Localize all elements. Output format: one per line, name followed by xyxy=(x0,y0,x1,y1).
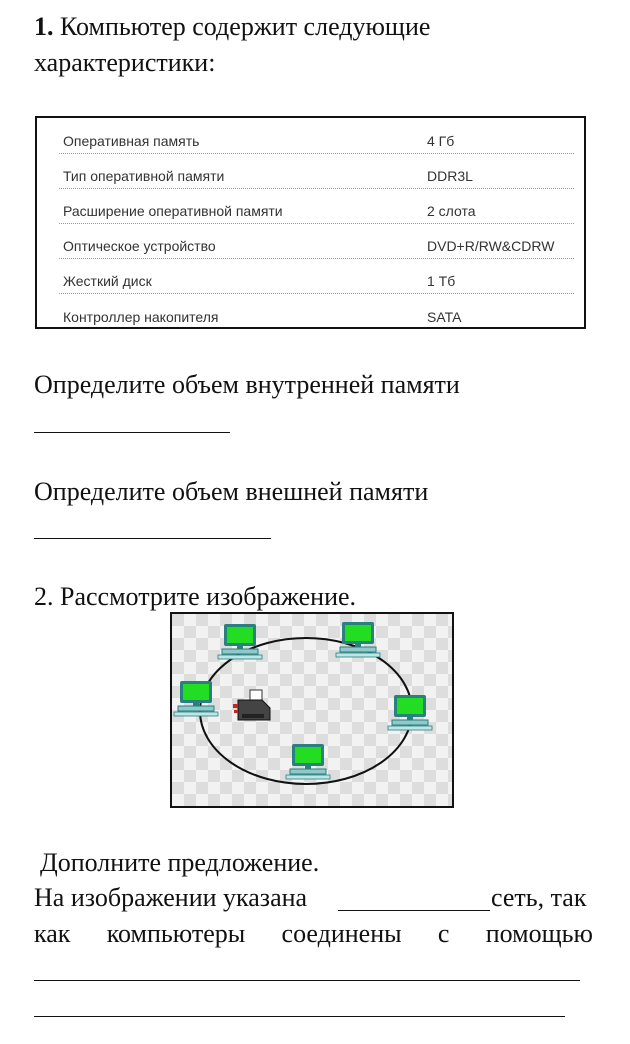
external-memory-prompt: Определите объем внешней памяти xyxy=(34,477,429,506)
spec-value: DVD+R/RW&CDRW xyxy=(427,238,555,254)
spec-row xyxy=(59,259,574,294)
sentence-line-2 xyxy=(34,917,593,951)
spec-name: Оперативная память xyxy=(63,133,200,149)
computer-icon xyxy=(218,624,262,659)
sentence-line-1-end: сеть, так xyxy=(491,883,587,912)
question-1-number: 1. xyxy=(34,12,54,41)
sentence-word: компьютеры xyxy=(106,919,246,948)
external-memory-answer-blank[interactable] xyxy=(34,538,271,539)
sentence-line-1-start: На изображении указана xyxy=(34,883,308,912)
spec-name: Жесткий диск xyxy=(63,273,152,289)
sentence-word: соединены xyxy=(281,919,402,948)
question-1-text-line1: Компьютер содержит следующие xyxy=(60,12,431,41)
connection-answer-blank-1[interactable] xyxy=(34,980,580,981)
question-1-heading xyxy=(34,10,430,44)
spec-row xyxy=(59,224,574,259)
network-diagram xyxy=(170,612,454,808)
spec-row xyxy=(59,154,574,189)
spec-name: Расширение оперативной памяти xyxy=(63,203,283,219)
spec-value: SATA xyxy=(427,309,462,325)
question-1-text-line2: характеристики: xyxy=(34,48,216,77)
spec-row xyxy=(59,294,574,329)
question-2-title: 2. Рассмотрите изображение. xyxy=(34,582,357,611)
complete-sentence-prompt: Дополните предложение. xyxy=(40,848,320,877)
connection-answer-blank-2[interactable] xyxy=(34,1016,565,1017)
spec-value: 1 Тб xyxy=(427,273,456,289)
computer-icon xyxy=(336,622,380,657)
internal-memory-answer-blank[interactable] xyxy=(34,432,230,433)
computer-icon xyxy=(286,744,330,779)
spec-row xyxy=(59,189,574,224)
computer-icon xyxy=(174,681,218,716)
internal-memory-prompt: Определите объем внутренней памяти xyxy=(34,370,460,399)
spec-value: 4 Гб xyxy=(427,133,455,149)
spec-name: Контроллер накопителя xyxy=(63,309,219,325)
spec-value: DDR3L xyxy=(427,168,473,184)
sentence-word: как xyxy=(34,919,71,948)
network-type-answer-blank[interactable] xyxy=(338,910,490,911)
computer-icon xyxy=(388,695,432,730)
sentence-word: помощью xyxy=(485,919,593,948)
spec-name: Тип оперативной памяти xyxy=(63,168,225,184)
spec-name: Оптическое устройство xyxy=(63,238,216,254)
specs-table xyxy=(35,116,586,329)
spec-value: 2 слота xyxy=(427,203,476,219)
sentence-word: с xyxy=(437,919,450,948)
spec-row xyxy=(59,119,574,154)
